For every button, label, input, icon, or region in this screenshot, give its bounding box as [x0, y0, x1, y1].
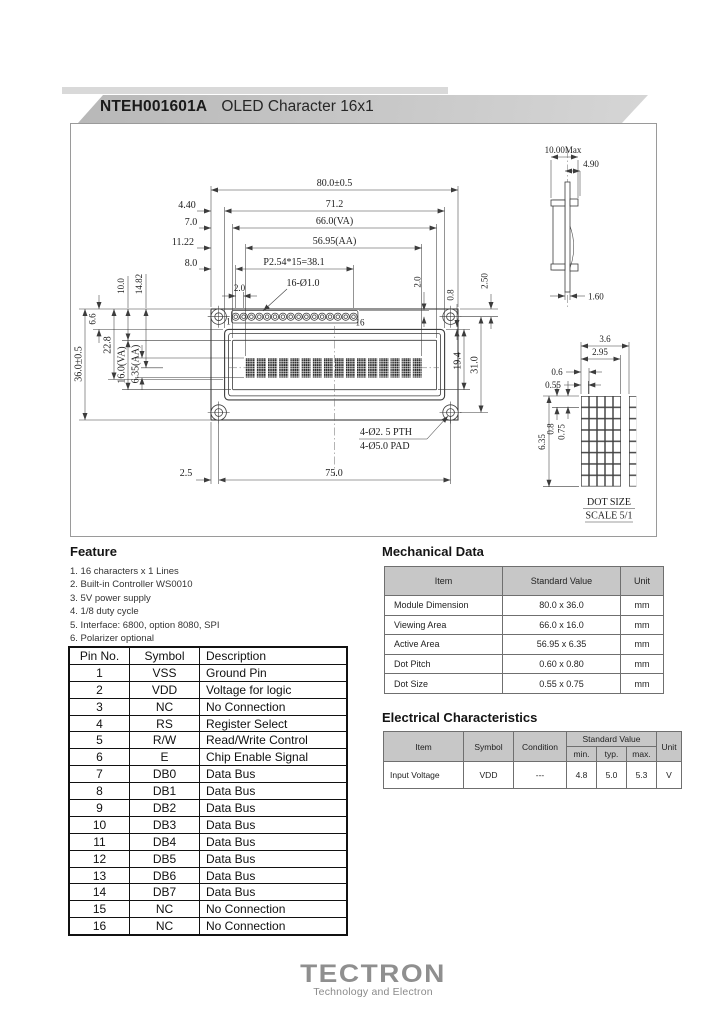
- pin-desc: Data Bus: [200, 833, 348, 850]
- table-row: [384, 762, 682, 789]
- table-row: [69, 833, 347, 850]
- dim-label-dot-36: 3.6: [599, 334, 611, 344]
- feature-item: 5. Interface: 6800, option 8080, SPI: [70, 619, 220, 631]
- dim-label-66v: 6.6: [87, 313, 98, 325]
- dim-label-20v: 2.0: [412, 276, 423, 288]
- col-description: Description: [200, 647, 348, 664]
- dim-label-side-160: 1.60: [588, 291, 604, 302]
- dim-228: [103, 309, 115, 380]
- item-cell: Active Area: [385, 635, 503, 655]
- pin-symbol: DB2: [130, 800, 200, 817]
- dim-label-250: 2.50: [479, 273, 490, 289]
- dim-label-25: 2.5: [179, 468, 193, 479]
- unit-cell: mm: [621, 615, 664, 635]
- table-row: [385, 596, 664, 616]
- pin-symbol: R/W: [130, 732, 200, 749]
- company-tagline: Technology and Electron: [313, 986, 433, 998]
- table-row: [385, 615, 664, 635]
- dim-label-635aa: 6.35(AA): [130, 344, 142, 384]
- dim-side-160: [550, 292, 604, 302]
- feature-list: [70, 565, 219, 645]
- pin-no: 13: [69, 867, 130, 884]
- pin-no: 14: [69, 884, 130, 901]
- value-cell: 66.0 x 16.0: [503, 615, 621, 635]
- feature-item: 3. 5V power supply: [70, 592, 151, 604]
- feature-item: 6. Polarizer optional: [70, 633, 154, 645]
- note-label-16holes: 16-Ø1.0: [286, 278, 320, 289]
- dot-size-caption: [583, 497, 635, 522]
- dim-label-194: 19.4: [452, 352, 464, 370]
- table-row: [385, 635, 664, 655]
- dim-80: [211, 178, 458, 190]
- dim-66v: [88, 295, 100, 343]
- feature-item: 4. 1/8 duty cycle: [70, 606, 139, 618]
- pin-no: 3: [69, 698, 130, 715]
- front-view: [74, 178, 499, 484]
- symbol-cell: VDD: [464, 762, 514, 789]
- pin-no: 6: [69, 749, 130, 766]
- mechanical-heading: Mechanical Data: [382, 544, 484, 559]
- pin1-label: 1: [226, 316, 231, 327]
- pin-desc: Ground Pin: [200, 664, 348, 681]
- caption-scale: SCALE 5/1: [585, 510, 633, 522]
- table-row: [385, 674, 664, 694]
- dim-label-228: 22.8: [102, 336, 114, 354]
- pin-desc: No Connection: [200, 698, 348, 715]
- table-row: [69, 766, 347, 783]
- dim-dot-635: [537, 396, 549, 487]
- dim-label-310: 31.0: [469, 356, 481, 374]
- dim-635aa: [131, 345, 143, 390]
- unit-cell: mm: [621, 674, 664, 694]
- item-cell: Viewing Area: [385, 615, 503, 635]
- dim-label-80: 80.0±0.5: [316, 178, 353, 189]
- dim-label-dot-635: 6.35: [537, 434, 547, 450]
- unit-cell: V: [657, 762, 682, 789]
- dim-label-750: 75.0: [325, 468, 343, 479]
- dim-label-80s: 8.0: [184, 258, 198, 269]
- dim-360: [74, 309, 86, 420]
- pin-no: 2: [69, 681, 130, 698]
- item-cell: Dot Size: [385, 674, 503, 694]
- pin-no: 11: [69, 833, 130, 850]
- condition-cell: ---: [514, 762, 567, 789]
- col-min: min.: [567, 747, 597, 762]
- pin-symbol: DB6: [130, 867, 200, 884]
- pin-desc: Chip Enable Signal: [200, 749, 348, 766]
- dim-label-160va: 16.0(VA): [116, 346, 128, 384]
- table-row: [69, 715, 347, 732]
- table-row: [69, 664, 347, 681]
- dim-label-360: 36.0±0.5: [73, 346, 85, 382]
- min-cell: 4.8: [567, 762, 597, 789]
- pin-desc: Read/Write Control: [200, 732, 348, 749]
- pin-desc: Data Bus: [200, 766, 348, 783]
- dim-label-pitch: 2.0: [233, 283, 246, 293]
- pin16-label: 16: [355, 317, 365, 328]
- footer: [0, 958, 724, 998]
- table-row: [69, 867, 347, 884]
- product-name: OLED Character 16x1: [221, 98, 374, 115]
- pin-desc: Data Bus: [200, 850, 348, 867]
- pin-desc: Data Bus: [200, 783, 348, 800]
- pin-no: 4: [69, 715, 130, 732]
- col-max: max.: [627, 747, 657, 762]
- table-header-row: [385, 567, 664, 596]
- dim-160va: [117, 340, 129, 389]
- caption-dot-size: DOT SIZE: [587, 497, 631, 508]
- col-symbol: Symbol: [464, 732, 514, 762]
- unit-cell: mm: [621, 635, 664, 655]
- table-row: [69, 901, 347, 918]
- feature-item: 2. Built-in Controller WS0010: [70, 579, 193, 591]
- value-cell: 80.0 x 36.0: [503, 596, 621, 616]
- value-cell: 0.60 x 0.80: [503, 654, 621, 674]
- table-header-row: [69, 647, 347, 664]
- max-cell: 5.3: [627, 762, 657, 789]
- dim-label-dot-075: 0.75: [556, 424, 567, 440]
- col-unit: Unit: [621, 567, 664, 596]
- callout-pth: 4-Ø2. 5 PTH: [360, 427, 412, 438]
- col-typ: typ.: [597, 747, 627, 762]
- pin-no: 9: [69, 800, 130, 817]
- table-row: [385, 654, 664, 674]
- item-cell: Dot Pitch: [385, 654, 503, 674]
- model-number: NTEH001601A: [100, 98, 208, 115]
- dim-dot-295: [581, 347, 620, 359]
- table-row: [69, 698, 347, 715]
- pin-no: 5: [69, 732, 130, 749]
- pin-symbol: NC: [130, 918, 200, 935]
- pin-desc: Data Bus: [200, 884, 348, 901]
- dim-label-5695aa: 56.95(AA): [312, 236, 357, 247]
- dim-p254-80s: [185, 257, 354, 269]
- dim-label-100: 10.0: [116, 278, 126, 294]
- dim-pin-pitch: [222, 283, 257, 296]
- company-logo: TECTRON: [300, 959, 446, 988]
- item-cell: Input Voltage: [384, 762, 464, 789]
- dim-dot-055: [545, 380, 601, 390]
- table-row: [69, 732, 347, 749]
- electrical-heading: Electrical Characteristics: [382, 710, 538, 725]
- pin-desc: Register Select: [200, 715, 348, 732]
- dim-label-side-height: 10.00Max: [544, 145, 582, 155]
- dim-100: [116, 276, 128, 340]
- pin-symbol: NC: [130, 901, 200, 918]
- pin-desc: Data Bus: [200, 800, 348, 817]
- pin-desc: Data Bus: [200, 867, 348, 884]
- pin-desc: Data Bus: [200, 816, 348, 833]
- pin-symbol: DB5: [130, 850, 200, 867]
- dim-dot-06: [551, 367, 602, 377]
- pin-no: 15: [69, 901, 130, 918]
- pin-symbol: DB7: [130, 884, 200, 901]
- dim-label-p254: P2.54*15=38.1: [263, 257, 325, 268]
- dim-label-08: 0.8: [445, 289, 456, 301]
- value-cell: 56.95 x 6.35: [503, 635, 621, 655]
- mechanical-drawing: [71, 124, 655, 535]
- col-value: Standard Value: [503, 567, 621, 596]
- pin-symbol: RS: [130, 715, 200, 732]
- feature-heading: Feature: [70, 544, 117, 559]
- mechanical-table: [384, 566, 664, 694]
- dim-label-1482: 14.82: [134, 273, 144, 295]
- dim-label-70: 7.0: [184, 217, 198, 228]
- dim-label-440: 4.40: [178, 200, 196, 211]
- dim-label-712: 71.2: [325, 199, 344, 210]
- pin-symbol: DB3: [130, 816, 200, 833]
- table-row: [69, 850, 347, 867]
- table-row: [69, 783, 347, 800]
- col-symbol: Symbol: [130, 647, 200, 664]
- dim-label-66va: 66.0(VA): [315, 216, 354, 227]
- col-pin-no: Pin No.: [69, 647, 130, 664]
- table-row: [69, 681, 347, 698]
- title-banner: [62, 87, 656, 123]
- dim-66va-70: [185, 216, 437, 228]
- dim-712-440: [178, 199, 444, 211]
- pin-no: 8: [69, 783, 130, 800]
- dim-side-height: [545, 145, 582, 157]
- pin-symbol: DB0: [130, 766, 200, 783]
- pin-no: 12: [69, 850, 130, 867]
- pin-no: 1: [69, 664, 130, 681]
- page-title: [100, 98, 374, 116]
- side-view: [545, 145, 605, 308]
- pin-symbol: VDD: [130, 681, 200, 698]
- col-condition: Condition: [514, 732, 567, 762]
- pin-no: 10: [69, 816, 130, 833]
- table-row: [69, 816, 347, 833]
- table-row: [69, 749, 347, 766]
- table-row: [69, 800, 347, 817]
- electrical-table: [383, 731, 682, 789]
- dim-310: [470, 317, 482, 413]
- pin-symbol: E: [130, 749, 200, 766]
- value-cell: 0.55 x 0.75: [503, 674, 621, 694]
- note-pin-holes: [263, 278, 320, 311]
- mechanical-drawing-box: [70, 123, 657, 537]
- typ-cell: 5.0: [597, 762, 627, 789]
- pin-desc: No Connection: [200, 918, 348, 935]
- feature-item: 1. 16 characters x 1 Lines: [70, 566, 179, 577]
- item-cell: Module Dimension: [385, 596, 503, 616]
- dim-25-750: [180, 468, 451, 480]
- dot-size-detail: [537, 334, 636, 522]
- dim-label-dot-295: 2.95: [592, 347, 608, 357]
- pin-symbol: VSS: [130, 664, 200, 681]
- col-standard-value: Standard Value: [567, 732, 657, 747]
- callout-pad: 4-Ø5.0 PAD: [360, 441, 410, 452]
- dim-dot-08: [546, 383, 558, 435]
- unit-cell: mm: [621, 654, 664, 674]
- pin-symbol: NC: [130, 698, 200, 715]
- dim-5695aa-1122: [172, 236, 422, 248]
- table-row: [69, 918, 347, 935]
- pin-no: 7: [69, 766, 130, 783]
- dim-label-side-490: 4.90: [583, 159, 599, 169]
- col-item: Item: [385, 567, 503, 596]
- dim-label-1122: 11.22: [171, 237, 195, 248]
- pin-assignment-table: [68, 646, 348, 936]
- table-row: [69, 884, 347, 901]
- pin-symbol: DB4: [130, 833, 200, 850]
- pin-symbol: DB1: [130, 783, 200, 800]
- dim-label-dot-06: 0.6: [551, 367, 563, 377]
- unit-cell: mm: [621, 596, 664, 616]
- dim-dot-36: [581, 334, 629, 346]
- dim-label-dot-055: 0.55: [545, 380, 561, 390]
- col-item: Item: [384, 732, 464, 762]
- pin-no: 16: [69, 918, 130, 935]
- table-header-row: [384, 732, 682, 747]
- col-unit: Unit: [657, 732, 682, 762]
- pin-desc: No Connection: [200, 901, 348, 918]
- hole-callout: [359, 416, 448, 452]
- dim-label-dot-08: 0.8: [545, 423, 556, 435]
- pin-desc: Voltage for logic: [200, 681, 348, 698]
